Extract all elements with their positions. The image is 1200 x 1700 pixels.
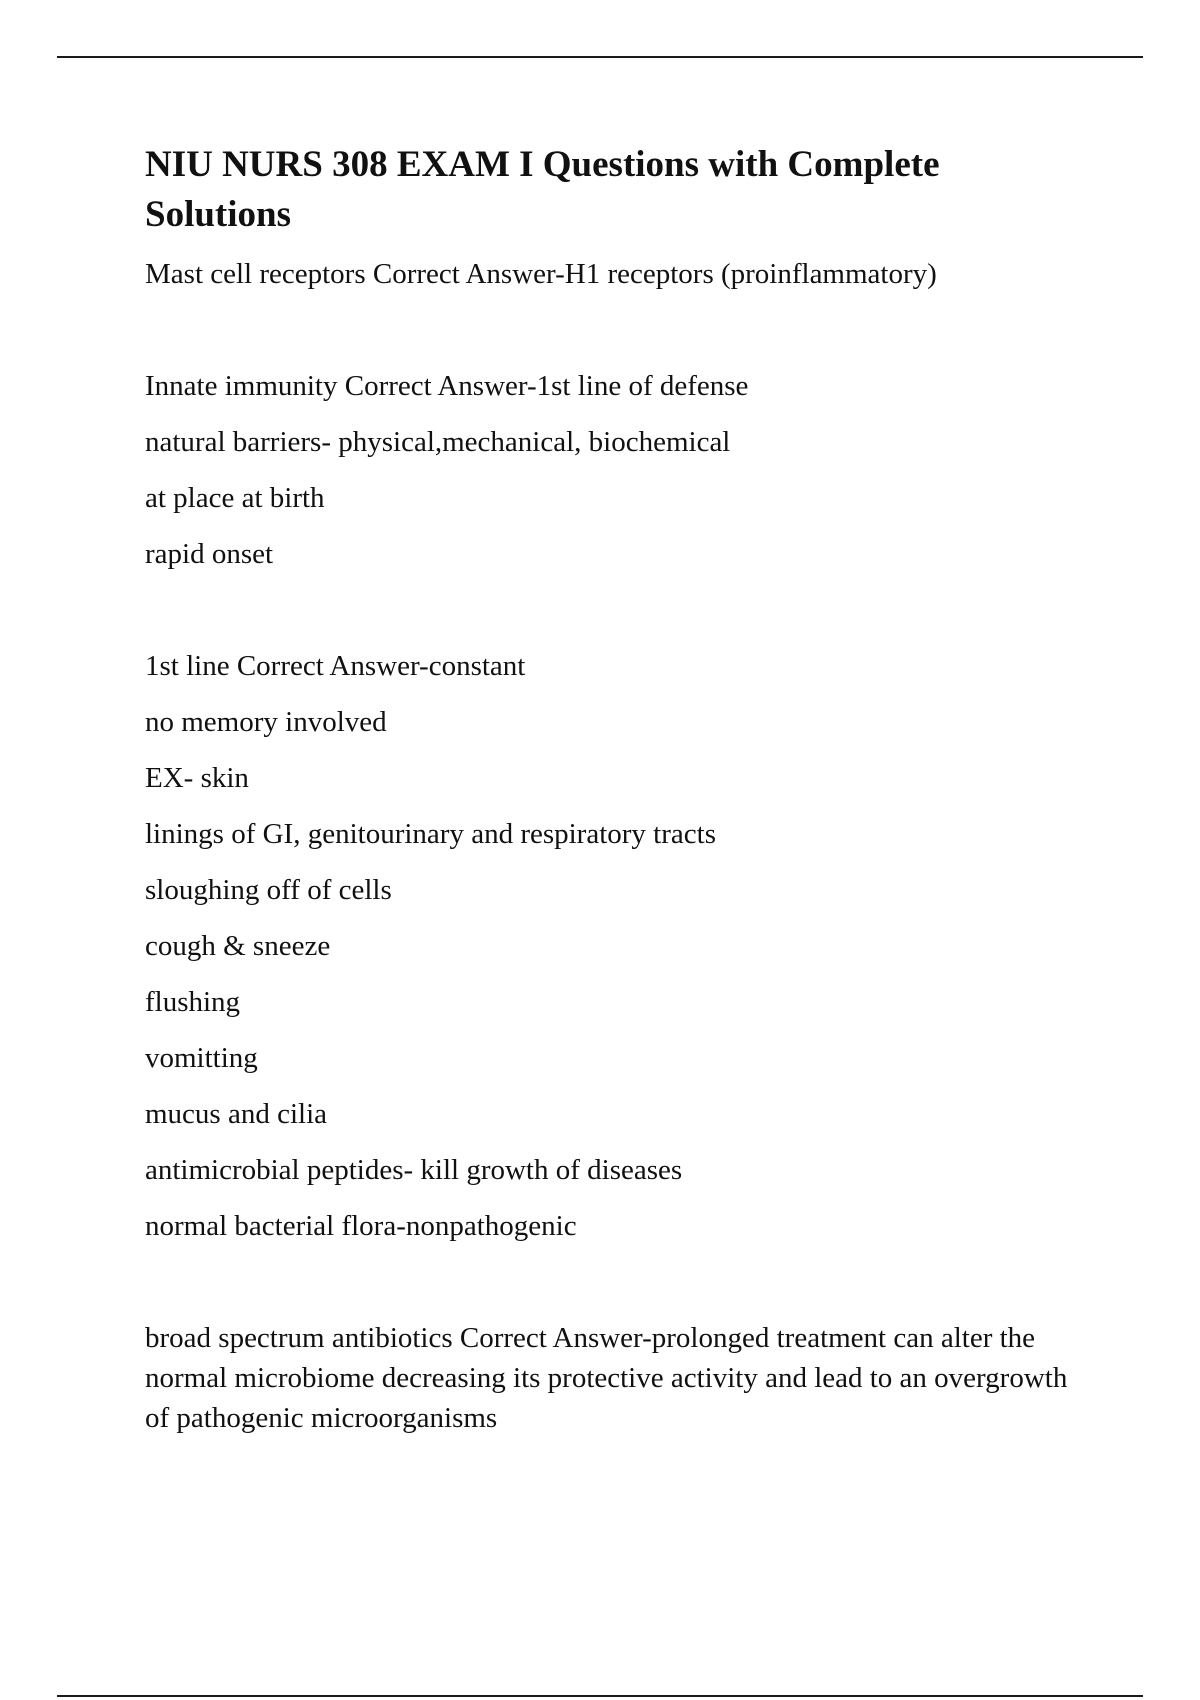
qa-block-mast-cell <box>145 254 1085 294</box>
document-title: NIU NURS 308 EXAM I Questions with Complete Solutions <box>145 144 940 235</box>
text-line: rapid onset <box>145 538 274 570</box>
text-line: sloughing off of cells <box>145 874 392 906</box>
text-line: natural barriers- physical,mechanical, biochemical <box>145 426 731 458</box>
text-line: antimicrobial peptides- kill growth of diseases <box>145 1154 683 1186</box>
header-rule <box>57 56 1143 58</box>
qa-block-first-line <box>145 646 1085 1246</box>
text-line: Innate immunity Correct Answer-1st line of defense <box>145 370 749 402</box>
qa-block-innate-immunity <box>145 366 1085 574</box>
block-spacer <box>145 310 1085 366</box>
text-line: linings of GI, genitourinary and respiratory tracts <box>145 818 716 850</box>
block-spacer <box>145 590 1085 646</box>
footer-rule <box>57 1695 1143 1697</box>
text-line: vomitting <box>145 1042 258 1074</box>
text-line: EX- skin <box>145 762 249 794</box>
block-spacer <box>145 1262 1085 1318</box>
document-body <box>145 140 1085 1438</box>
text-line: Mast cell receptors Correct Answer-H1 receptors (proinflammatory) <box>145 258 937 290</box>
text-line: mucus and cilia <box>145 1098 328 1130</box>
text-paragraph: broad spectrum antibiotics Correct Answer-prolonged treatment can alter the normal microbiome decreasing its protective activity and lead to an overgrowth of pathogenic microorganisms <box>145 1322 1068 1434</box>
text-line: 1st line Correct Answer-constant <box>145 650 526 682</box>
text-line: at place at birth <box>145 482 325 514</box>
text-line: no memory involved <box>145 706 387 738</box>
text-line: normal bacterial flora-nonpathogenic <box>145 1210 577 1242</box>
qa-block-antibiotics <box>145 1318 1085 1438</box>
text-line: flushing <box>145 986 241 1018</box>
text-line: cough & sneeze <box>145 930 331 962</box>
